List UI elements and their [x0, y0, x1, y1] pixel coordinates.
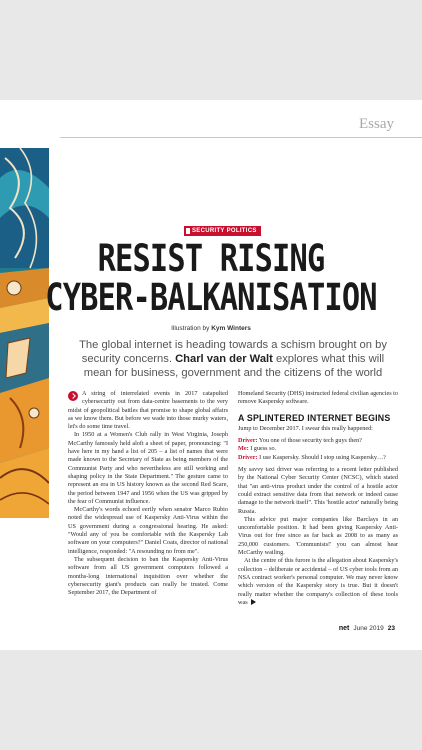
- paragraph: In 1950 at a Women's Club rally in West Virginia, Joseph McCarthy famously held aloft a sheet of paper, pronouncing: "I have here in my hand a list of 205 – a list of names that were made known to the Secretary of State as being members of the Communist Party and who nevertheless are still working and shaping policy in the State Department." The gesture came to represent an era in US history known as the second Red Scare, the period between 1947 and 1956 when the US was gripped by the fear of Communist influence.: [68, 431, 228, 505]
- paragraph: [238, 557, 398, 607]
- dialogue-text: I use Kaspersky. Should I stop using Kaspersky…?: [259, 453, 386, 461]
- speaker: Driver:: [238, 436, 258, 444]
- illustration-art: [0, 148, 49, 518]
- section-subhead: A SPLINTERED INTERNET BEGINS: [238, 412, 391, 423]
- dialogue: [238, 437, 398, 462]
- magazine-brand: net: [338, 625, 350, 632]
- paragraph: McCarthy's words echoed eerily when senator Marco Rubio noted the widespread use of Kaspersky Anti-Virus within the US government during a congressional hearing. He asked: "Would any of you be comfortable with the Kaspersky Lab software on your computers?" Daniel Coats, director of national intelligence, responded: "A resounding no from me".: [68, 506, 228, 555]
- speaker: Driver:: [238, 453, 258, 461]
- paragraph: My savvy taxi driver was referring to a recent letter published by the National Cyber Security Center (NCSC), which stated that "an anti-virus product under the control of a hostile actor could extract sensitive data from that network or indeed cause damage to the network itself". This 'hostile actor' naturally being Russia.: [238, 466, 398, 515]
- paragraph: [68, 390, 228, 431]
- page-number: 23: [387, 625, 395, 632]
- dialogue-text: I guess so.: [250, 445, 277, 453]
- headline-line-2: CYBER-BALKANISATION: [45, 276, 377, 319]
- column-1: [68, 390, 228, 597]
- continue-arrow-icon: [251, 599, 256, 605]
- dialogue-line: [238, 454, 398, 462]
- dialogue-line: [238, 445, 398, 453]
- credit-prefix: Illustration by: [171, 325, 210, 332]
- category-tag-label: SECURITY POLITICS: [192, 228, 257, 234]
- standfirst-part-2: explores what this will mean for business, government and the citizens of the world: [83, 353, 385, 379]
- author-name: Charl van der Walt: [175, 353, 273, 365]
- paragraph-text: At the centre of this furore is the allegation about Kaspersky's collection – deliberate or accidental – of US cyber tools from an NSA contract worker's personal computer. We may never know which version of the Kaspersky story is true. But it doesn't really matter whether the company's collection of these tools was: [238, 557, 398, 606]
- cover-illustration: [0, 148, 49, 518]
- standfirst-part-1: The global internet is heading towards a schism brought on by security concerns.: [79, 339, 387, 365]
- paragraph-text: A string of interrelated events in 2017 catapulted cybersecurity out from data-centre basements to the very midst of geopolitical battles that promise to shape global affairs as we know them. But before we wade into those murky waters, let's do some time travel.: [68, 390, 228, 431]
- headline-line-1: RESIST RISING: [97, 237, 325, 280]
- article-start-icon: [68, 391, 78, 401]
- tag-marker: [186, 228, 190, 234]
- article-body: [68, 390, 398, 630]
- magazine-page: [0, 100, 422, 650]
- credit-name: Kym Winters: [211, 325, 251, 332]
- page-folio: [339, 625, 395, 632]
- issue-date: June 2019: [353, 625, 384, 632]
- dialogue-text: You one of those security tech guys then?: [258, 436, 362, 444]
- standfirst: [78, 338, 388, 380]
- speaker: Me:: [238, 445, 249, 453]
- section-divider: [60, 137, 422, 138]
- category-tag: [184, 226, 261, 236]
- section-label: Essay: [359, 116, 394, 132]
- paragraph: The subsequent decision to ban the Kaspersky Anti-Virus software from all US government computers followed a months-long international inquisition over whether the cybersecurity giant's products can really be trusted. Come September 2017, the Department of: [68, 555, 228, 597]
- paragraph: This advice put major companies like Barclays in an uncomfortable position. It had been giving Kaspersky Anti-Virus out for free since as far back as 2008 to as many as 250,000 customers. 'Communists!' you can almost hear McCarthy wailing.: [238, 515, 398, 557]
- illustration-credit: [0, 325, 422, 332]
- paragraph: Homeland Security (DHS) instructed federal civilian agencies to remove Kaspersky software.: [238, 390, 398, 406]
- paragraph: Jump to December 2017. I swear this really happened:: [238, 424, 373, 432]
- column-2: [238, 390, 398, 607]
- dialogue-line: [238, 437, 398, 445]
